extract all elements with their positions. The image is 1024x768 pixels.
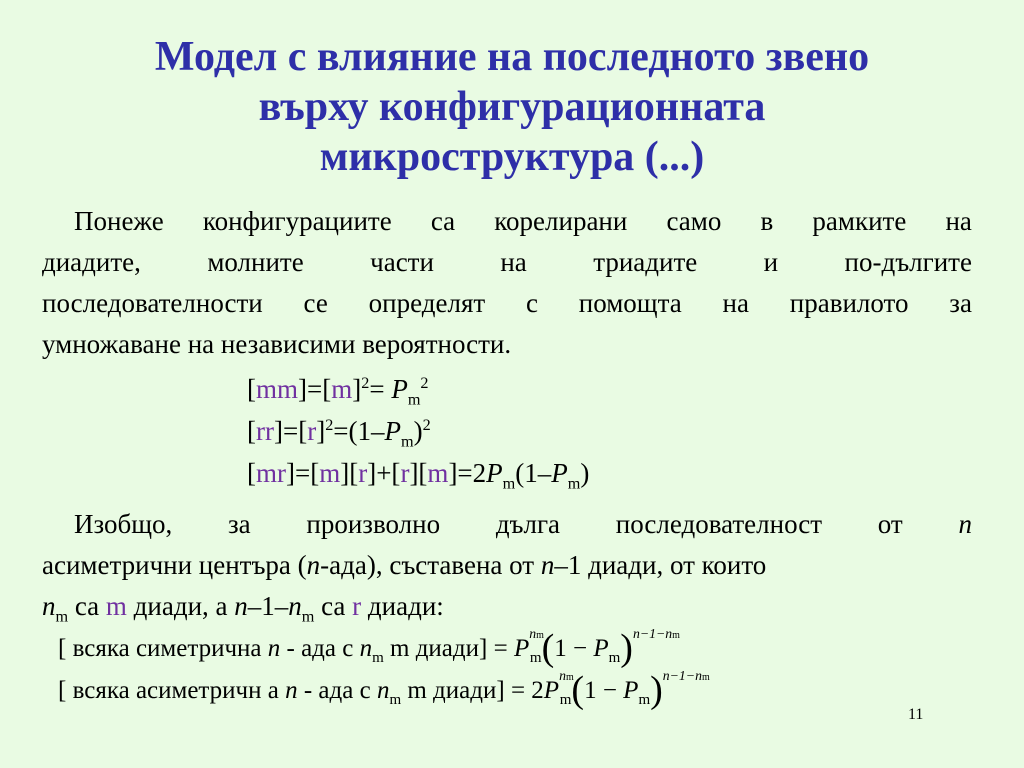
word: с bbox=[525, 288, 538, 318]
title-line-2: върху конфигурационната bbox=[258, 84, 766, 130]
slide-title bbox=[40, 32, 984, 182]
formula-mm: $[mm]=[m]^2= P_m^2$ bbox=[247, 374, 429, 409]
word: последователност bbox=[615, 509, 823, 539]
word: диадите, bbox=[42, 247, 141, 277]
word: произволно bbox=[306, 509, 441, 539]
word: само bbox=[666, 206, 722, 236]
word: Понеже bbox=[74, 206, 164, 236]
word: последователности bbox=[42, 288, 263, 318]
word: помощта bbox=[578, 288, 682, 318]
word: триадите bbox=[593, 247, 698, 277]
para1-line-1 bbox=[42, 201, 972, 242]
paragraph-1-text bbox=[42, 201, 972, 365]
word: по-дългите bbox=[844, 247, 972, 277]
title-line-3: микроструктура (...) bbox=[319, 134, 705, 180]
word: за bbox=[228, 509, 251, 539]
word: корелирани bbox=[494, 206, 628, 236]
para1-line-3 bbox=[42, 283, 972, 324]
word: на bbox=[945, 206, 972, 236]
word: Изобщо, bbox=[74, 509, 173, 539]
formula-mr: $[mr]=[m][r]+[r][m]=2P_m(1-P_m)$ bbox=[247, 458, 590, 493]
word: определят bbox=[368, 288, 486, 318]
para2-line-3: $n_m$ са m диади, а $n-1-n_m$ са r диади: bbox=[42, 591, 444, 626]
word: се bbox=[303, 288, 328, 318]
word: части bbox=[370, 247, 434, 277]
word: конфигурациите bbox=[202, 206, 392, 236]
word: от bbox=[877, 509, 903, 539]
equation-asymmetric: [ всяка асиметричн а n - ада с $n_m$ m диади] = $2P^{nm}_m(1 - P_m)^{n-1-nm}$ bbox=[58, 668, 710, 711]
paragraph-2 bbox=[42, 504, 972, 627]
equation-symmetric: [ всяка симетрична n - ада с $n_m$ m диади] = $P^{nm}_m(1 - P_m)^{n-1-nm}$ bbox=[58, 626, 680, 669]
page-number: 11 bbox=[908, 706, 924, 723]
para2-line-2: асиметрични центъра (n-ада), съставена от n–1 диади, от които bbox=[42, 550, 767, 580]
title-line-1: Модел с влияние на последното звено bbox=[154, 34, 870, 80]
word: дълга bbox=[495, 509, 561, 539]
word: са bbox=[430, 206, 456, 236]
word: рамките bbox=[812, 206, 907, 236]
word: молните bbox=[207, 247, 304, 277]
word: на bbox=[722, 288, 749, 318]
formula-rr: $[rr]=[r]^2=(1-P_m)^2$ bbox=[247, 416, 431, 451]
word: на bbox=[500, 247, 527, 277]
word: n bbox=[958, 509, 972, 539]
formula-block bbox=[247, 368, 589, 494]
para1-line-2 bbox=[42, 242, 972, 283]
word: правилото bbox=[789, 288, 909, 318]
word: за bbox=[949, 288, 972, 318]
word: и bbox=[763, 247, 779, 277]
word: в bbox=[760, 206, 774, 236]
para1-line-4: умножаване на независими вероятности. bbox=[42, 329, 512, 359]
para2-line-1 bbox=[42, 504, 972, 545]
